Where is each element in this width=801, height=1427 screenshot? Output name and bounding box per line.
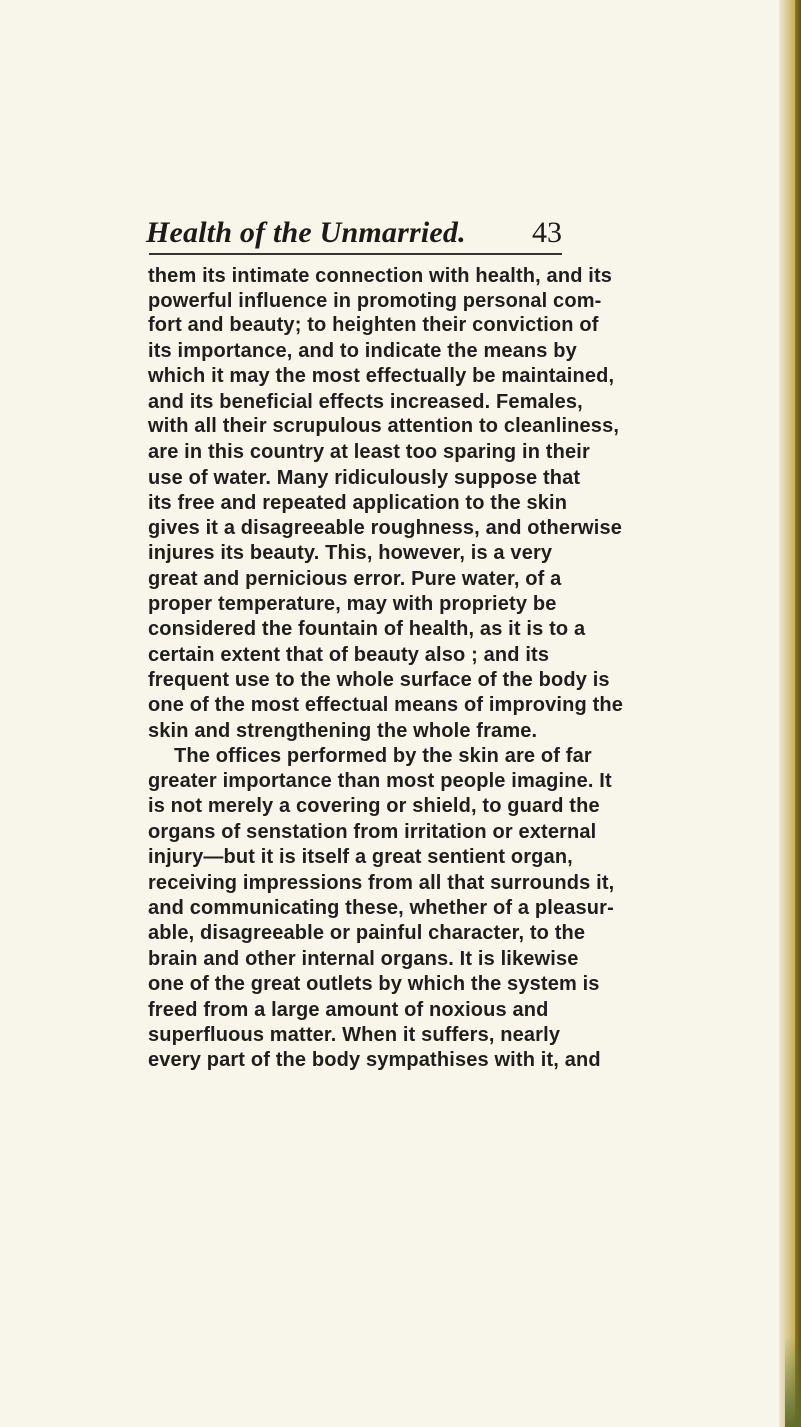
text-line-21: greater importance than most people imagine. It bbox=[148, 770, 612, 792]
text-line-22: is not merely a covering or shield, to guard the bbox=[148, 795, 600, 817]
text-line-32: every part of the body sympathises with it, and bbox=[148, 1049, 601, 1071]
text-line-19: skin and strengthening the whole frame. bbox=[148, 720, 538, 742]
text-line-15: considered the fountain of health, as it is to a bbox=[148, 618, 586, 640]
text-line-9: use of water. Many ridiculously suppose that bbox=[148, 467, 581, 489]
text-line-24: injury—but it is itself a great sentient organ, bbox=[148, 846, 573, 868]
text-line-10: its free and repeated application to the skin bbox=[148, 492, 568, 514]
text-line-30: freed from a large amount of noxious and bbox=[148, 999, 549, 1021]
text-line-6: and its beneficial effects increased. Females, bbox=[148, 391, 583, 413]
running-title: Health of the Unmarried. bbox=[146, 216, 466, 249]
text-line-29: one of the great outlets by which the system is bbox=[148, 973, 600, 995]
text-line-1: them its intimate connection with health, and its bbox=[148, 265, 613, 287]
text-line-23: organs of senstation from irritation or external bbox=[148, 821, 597, 843]
text-line-28: brain and other internal organs. It is likewise bbox=[148, 948, 579, 970]
text-line-4: its importance, and to indicate the means by bbox=[148, 340, 577, 362]
text-line-26: and communicating these, whether of a pleasur- bbox=[148, 897, 614, 919]
text-line-12: injures its beauty. This, however, is a very bbox=[148, 542, 553, 564]
text-line-25: receiving impressions from all that surrounds it, bbox=[148, 872, 615, 894]
text-line-31: superfluous matter. When it suffers, nearly bbox=[148, 1024, 561, 1046]
text-line-17: frequent use to the whole surface of the body is bbox=[148, 669, 610, 691]
text-line-3: fort and beauty; to heighten their conviction of bbox=[148, 314, 599, 336]
text-line-7: with all their scrupulous attention to cleanliness, bbox=[148, 415, 620, 437]
page-number: 43 bbox=[532, 216, 562, 249]
text-line-2: powerful influence in promoting personal com- bbox=[148, 290, 602, 312]
text-line-16: certain extent that of beauty also ; and its bbox=[148, 644, 550, 666]
text-line-8: are in this country at least too sparing in their bbox=[148, 441, 590, 463]
text-line-18: one of the most effectual means of improving the bbox=[148, 694, 624, 716]
text-line-11: gives it a disagreeable roughness, and otherwise bbox=[148, 517, 623, 539]
text-line-5: which it may the most effectually be maintained, bbox=[148, 365, 615, 387]
text-line-14: proper temperature, may with propriety be bbox=[148, 593, 557, 615]
text-line-20: The offices performed by the skin are of far bbox=[174, 745, 592, 767]
text-line-13: great and pernicious error. Pure water, of a bbox=[148, 568, 562, 590]
text-line-27: able, disagreeable or painful character, to the bbox=[148, 922, 586, 944]
